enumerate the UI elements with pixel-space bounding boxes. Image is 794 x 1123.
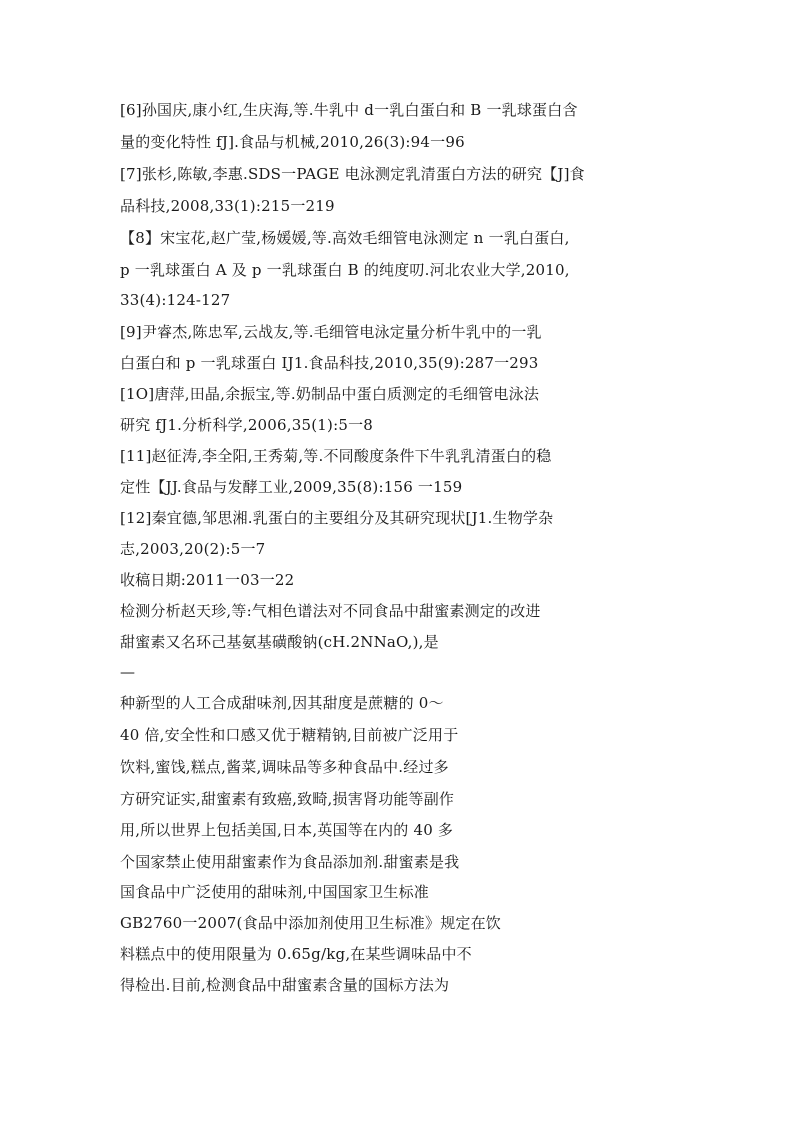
body-dash-line: —: [120, 663, 136, 681]
section-header: 检测分析赵天珍,等:气相色谱法对不同食品中甜蜜素测定的改进: [120, 602, 541, 620]
body-line: 得检出.目前,检测食品中甜蜜素含量的国标方法为: [120, 976, 450, 994]
reference-11-line-1: [11]赵征涛,李全阳,王秀菊,等.不同酸度条件下牛乳乳清蛋白的稳: [120, 447, 552, 465]
body-line: GB2760一2007(食品中添加剂使用卫生标准》规定在饮: [120, 914, 502, 932]
body-line: 40 倍,安全性和口感又优于糖精钠,目前被广泛用于: [120, 726, 459, 744]
reference-12-line-1: [12]秦宜德,邹思湘.乳蛋白的主要组分及其研究现状[J1.生物学杂: [120, 509, 554, 527]
reference-7-line-2: 品科技,2008,33(1):215一219: [120, 197, 335, 215]
reference-9-line-2: 白蛋白和 p 一乳球蛋白 IJ1.食品科技,2010,35(9):287一293: [120, 354, 539, 372]
body-line: 方研究证实,甜蜜素有致癌,致畸,损害肾功能等副作: [120, 790, 455, 808]
body-line: 料糕点中的使用限量为 0.65g/kg,在某些调味品中不: [120, 945, 472, 963]
reference-9-line-1: [9]尹睿杰,陈忠军,云战友,等.毛细管电泳定量分析牛乳中的一乳: [120, 323, 542, 341]
body-line: 个国家禁止使用甜蜜素作为食品添加剂.甜蜜素是我: [120, 853, 460, 871]
reference-8-line-1: 【8】宋宝花,赵广莹,杨媛媛,等.高效毛细管电泳测定 n 一乳白蛋白,: [120, 229, 570, 247]
body-line: 甜蜜素又名环己基氨基磺酸钠(cH.2NNaO,),是: [120, 633, 439, 651]
reference-10-line-1: [1O]唐萍,田晶,余振宝,等.奶制品中蛋白质测定的毛细管电泳法: [120, 385, 540, 403]
received-date: 收稿日期:2011一03一22: [120, 571, 295, 589]
reference-6-line-2: 量的变化特性 fJ].食品与机械,2010,26(3):94一96: [120, 133, 465, 151]
body-line: 饮料,蜜饯,糕点,酱菜,调味品等多种食品中.经过多: [120, 758, 449, 776]
body-line: 用,所以世界上包括美国,日本,英国等在内的 40 多: [120, 821, 454, 839]
body-line: 种新型的人工合成甜味剂,因其甜度是蔗糖的 0～: [120, 694, 444, 712]
reference-8-line-3: 33(4):124-127: [120, 291, 231, 309]
reference-8-line-2: p 一乳球蛋白 A 及 p 一乳球蛋白 B 的纯度叨.河北农业大学,2010,: [120, 261, 570, 279]
body-line: 国食品中广泛使用的甜味剂,中国国家卫生标准: [120, 883, 429, 901]
reference-11-line-2: 定性【JJ.食品与发酵工业,2009,35(8):156 一159: [120, 478, 463, 496]
reference-12-line-2: 志,2003,20(2):5一7: [120, 540, 266, 558]
reference-6-line-1: [6]孙国庆,康小红,生庆海,等.牛乳中 d一乳白蛋白和 B 一乳球蛋白含: [120, 101, 578, 119]
reference-7-line-1: [7]张杉,陈敏,李惠.SDS一PAGE 电泳测定乳清蛋白方法的研究【J]食: [120, 165, 585, 183]
reference-10-line-2: 研究 fJ1.分析科学,2006,35(1):5一8: [120, 416, 374, 434]
